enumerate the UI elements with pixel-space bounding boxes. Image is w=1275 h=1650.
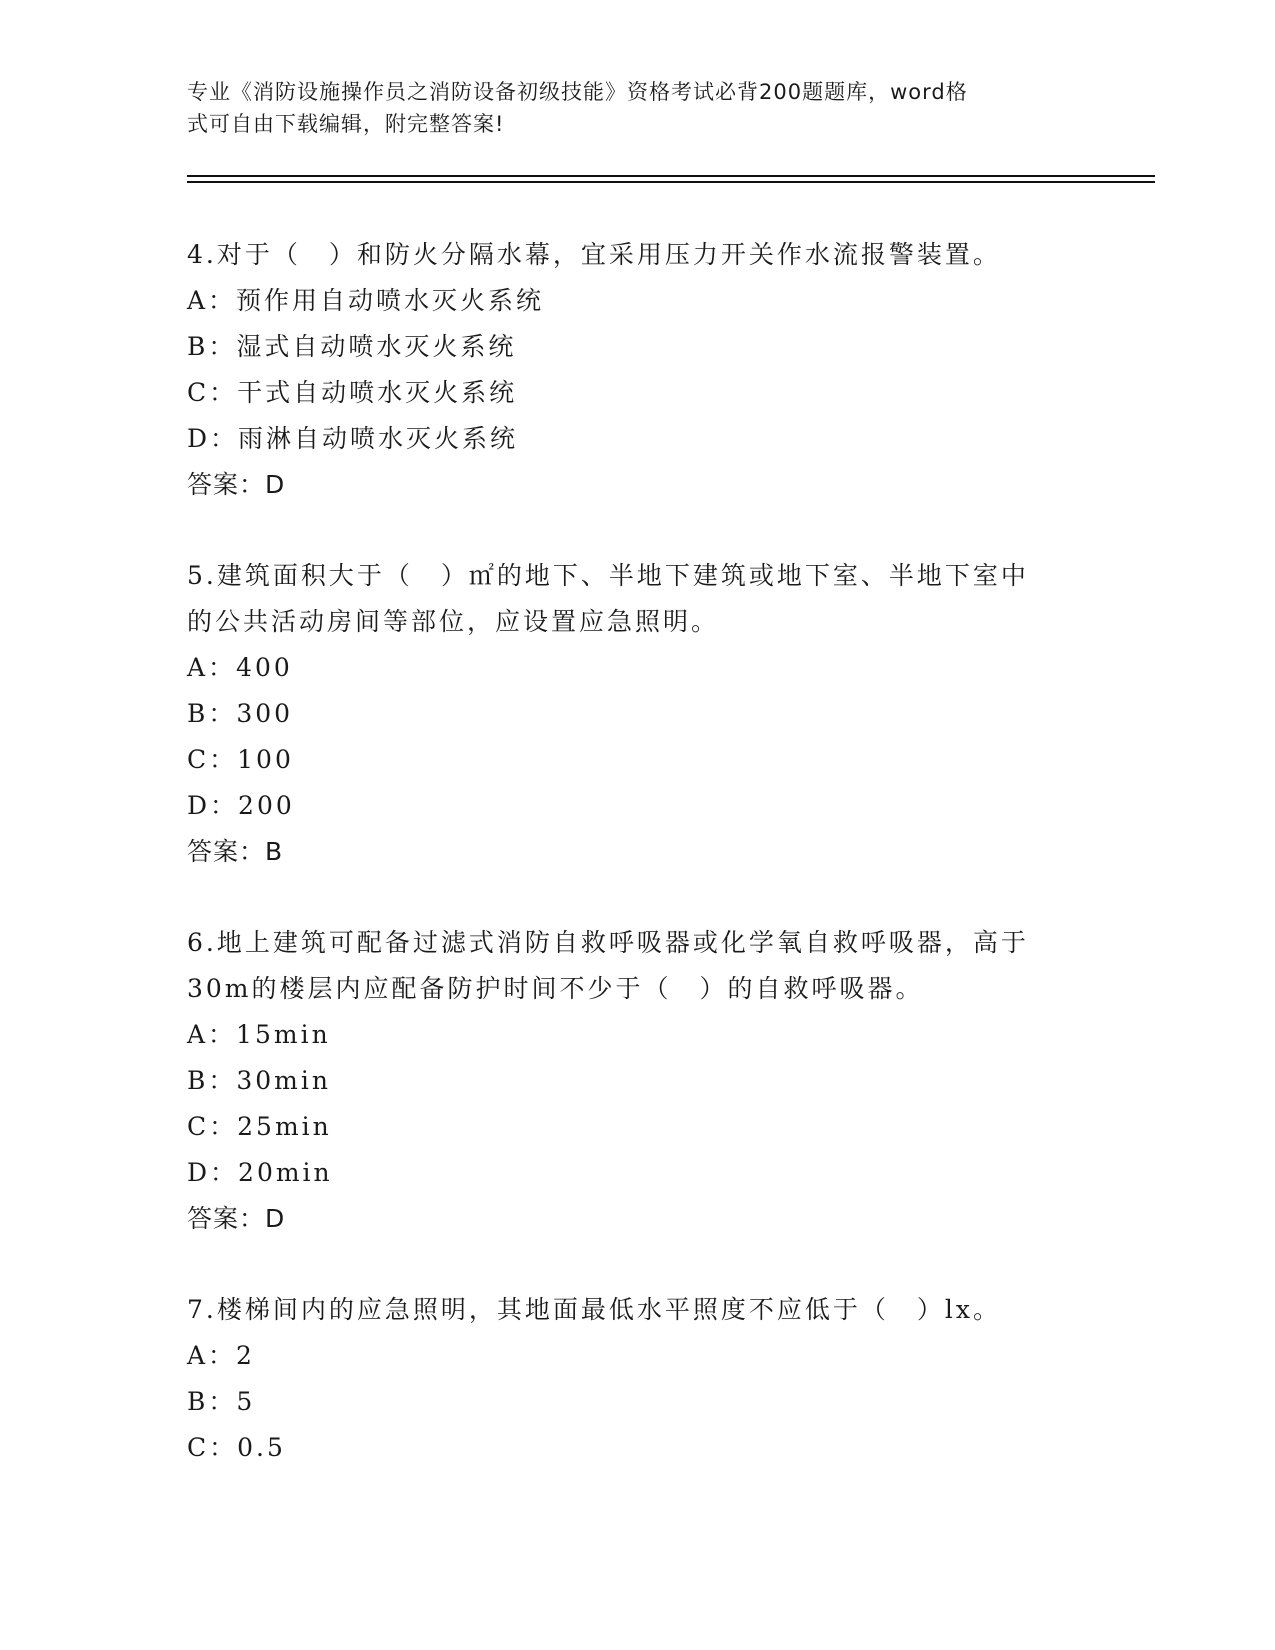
header-line-1: 专业《消防设施操作员之消防设备初级技能》资格考试必背200题题库，word格: [187, 80, 968, 104]
option-d: D：雨淋自动喷水灭火系统: [187, 424, 519, 453]
question-stem-line-2: 30m的楼层内应配备防护时间不少于（ ）的自救呼吸器。: [187, 974, 924, 1003]
question-5: [187, 553, 1087, 875]
question-list: [187, 232, 1087, 1516]
question-stem: 4.对于（ ）和防火分隔水幕，宜采用压力开关作水流报警装置。: [187, 240, 1001, 269]
option-b: B：5: [187, 1387, 256, 1416]
option-c: C：25min: [187, 1112, 332, 1141]
question-stem: 7.楼梯间内的应急照明，其地面最低水平照度不应低于（ ）lx。: [187, 1295, 1001, 1324]
option-b: B：30min: [187, 1066, 331, 1095]
option-a: A：2: [187, 1341, 255, 1370]
option-d: D：200: [187, 791, 295, 820]
header-divider-bottom: [187, 181, 1155, 183]
option-c: C：干式自动喷水灭火系统: [187, 378, 518, 407]
option-d: D：20min: [187, 1158, 333, 1187]
question-7: [187, 1287, 1087, 1471]
option-a: A：15min: [187, 1020, 331, 1049]
option-a: A：400: [187, 653, 293, 682]
question-4: [187, 232, 1087, 508]
option-b: B：湿式自动喷水灭火系统: [187, 332, 517, 361]
question-stem-line-1: 5.建筑面积大于（ ）㎡的地下、半地下建筑或地下室、半地下室中: [187, 561, 1029, 590]
answer-line: 答案：D: [187, 470, 286, 499]
header-divider-top: [187, 175, 1155, 177]
option-a: A：预作用自动喷水灭火系统: [187, 286, 545, 315]
question-stem-line-2: 的公共活动房间等部位，应设置应急照明。: [187, 607, 720, 636]
document-header: [187, 76, 1087, 140]
answer-line: 答案：B: [187, 837, 284, 866]
option-c: C：100: [187, 745, 294, 774]
option-c: C：0.5: [187, 1433, 286, 1462]
header-line-2: 式可自由下载编辑，附完整答案!: [187, 112, 505, 136]
option-b: B：300: [187, 699, 294, 728]
question-stem-line-1: 6.地上建筑可配备过滤式消防自救呼吸器或化学氧自救呼吸器，高于: [187, 928, 1029, 957]
question-6: [187, 920, 1087, 1242]
answer-line: 答案：D: [187, 1204, 286, 1233]
